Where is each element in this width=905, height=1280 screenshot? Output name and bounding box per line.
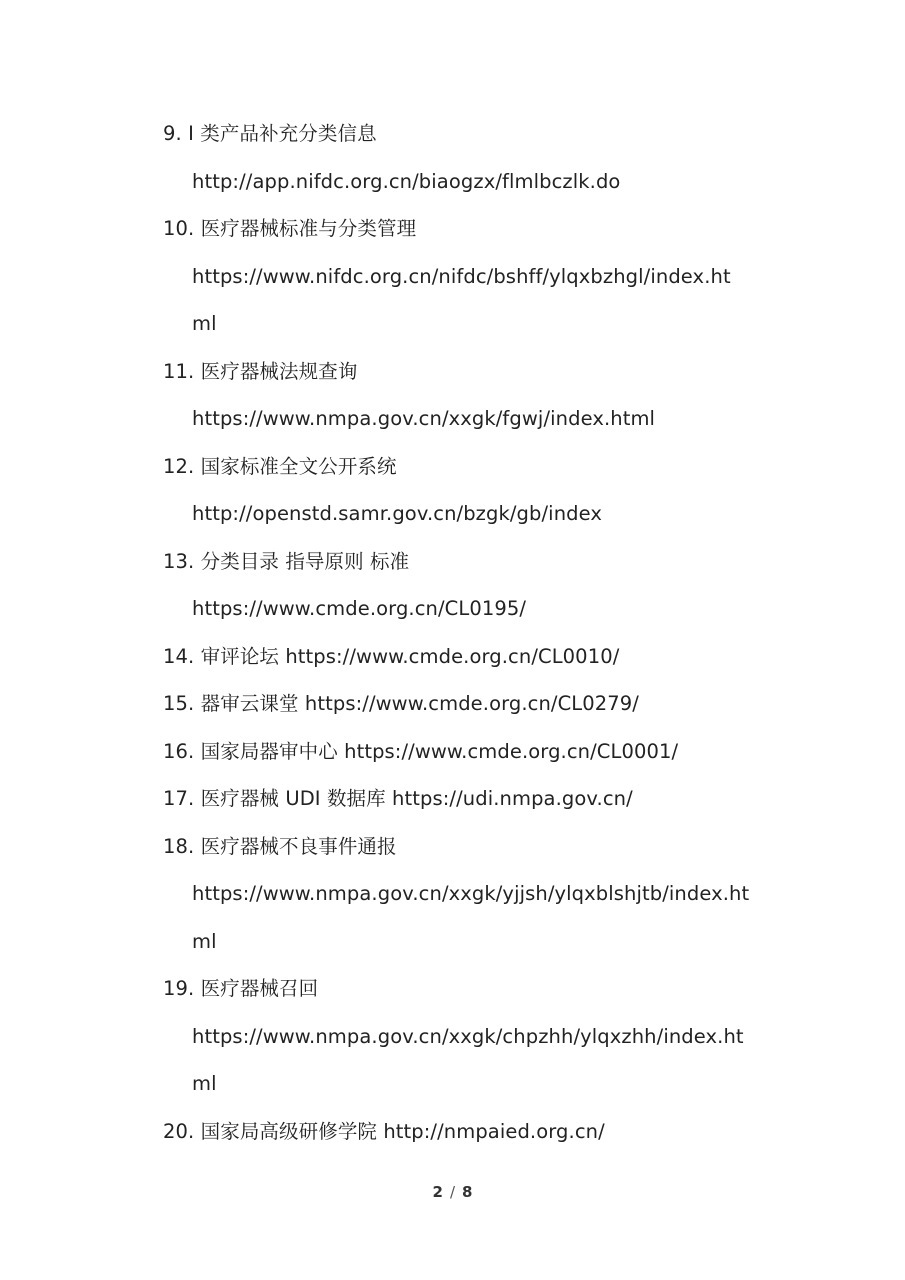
item-title: 国家局高级研修学院 http://nmpaied.org.cn/ [200,1119,605,1143]
item-title: 医疗器械标准与分类管理 [200,217,417,240]
item-number: 16. [163,739,195,763]
list-item [163,205,783,253]
list-item [163,538,783,586]
item-number: 10. [163,217,195,240]
item-title: 医疗器械法规查询 [200,359,358,383]
list-item [163,110,783,158]
item-number: 11. [163,359,195,383]
item-number: 12. [163,454,195,478]
item-number: 9. [163,122,182,145]
item-number: 18. [163,834,195,858]
item-url-line[interactable]: http://openstd.samr.gov.cn/bzgk/gb/index [192,502,603,525]
item-url-line[interactable]: https://www.cmde.org.cn/CL0195/ [192,597,527,620]
item-url-line[interactable]: ml [192,312,217,335]
item-url-line[interactable]: http://app.nifdc.org.cn/biaogzx/flmlbczlk.do [192,169,621,193]
list-item [163,348,783,396]
item-title: 医疗器械召回 [200,977,319,1000]
page-number [0,1183,905,1201]
item-title: 审评论坛 https://www.cmde.org.cn/CL0010/ [200,644,620,668]
list-item [163,633,783,681]
item-number: 14. [163,644,195,668]
item-title: 医疗器械不良事件通报 [200,834,397,858]
item-title: 国家标准全文公开系统 [200,454,397,478]
item-url-line[interactable]: ml [192,1072,217,1095]
item-url-line[interactable]: https://www.nmpa.gov.cn/xxgk/fgwj/index.html [192,407,656,430]
item-url-line[interactable]: https://www.nmpa.gov.cn/xxgk/chpzhh/ylqxzhh/index.ht [192,1024,744,1048]
item-url-line[interactable]: https://www.nifdc.org.cn/nifdc/bshff/ylqxbzhgl/index.ht [192,264,731,288]
item-url-line[interactable]: https://www.nmpa.gov.cn/xxgk/yjjsh/ylqxblshjtb/index.ht [192,882,750,905]
item-title: I 类产品补充分类信息 [188,122,377,145]
item-title: 分类目录 指导原则 标准 [200,549,410,573]
list-item [163,823,783,871]
list-item [163,680,783,728]
page-separator: / [449,1183,456,1201]
item-number: 15. [163,692,195,715]
item-title: 国家局器审中心 https://www.cmde.org.cn/CL0001/ [200,739,679,763]
reference-list [163,110,783,1155]
current-page: 2 [432,1183,443,1201]
item-number: 20. [163,1119,195,1143]
list-item [163,965,783,1013]
list-item [163,443,783,491]
item-url-line[interactable]: ml [192,929,217,953]
list-item [163,775,783,823]
list-item [163,728,783,776]
item-title: 器审云课堂 https://www.cmde.org.cn/CL0279/ [200,692,639,715]
item-title: 医疗器械 UDI 数据库 https://udi.nmpa.gov.cn/ [200,787,633,810]
total-pages: 8 [462,1183,473,1201]
item-number: 19. [163,977,195,1000]
list-item [163,1108,783,1156]
item-number: 13. [163,549,195,573]
item-number: 17. [163,787,195,810]
